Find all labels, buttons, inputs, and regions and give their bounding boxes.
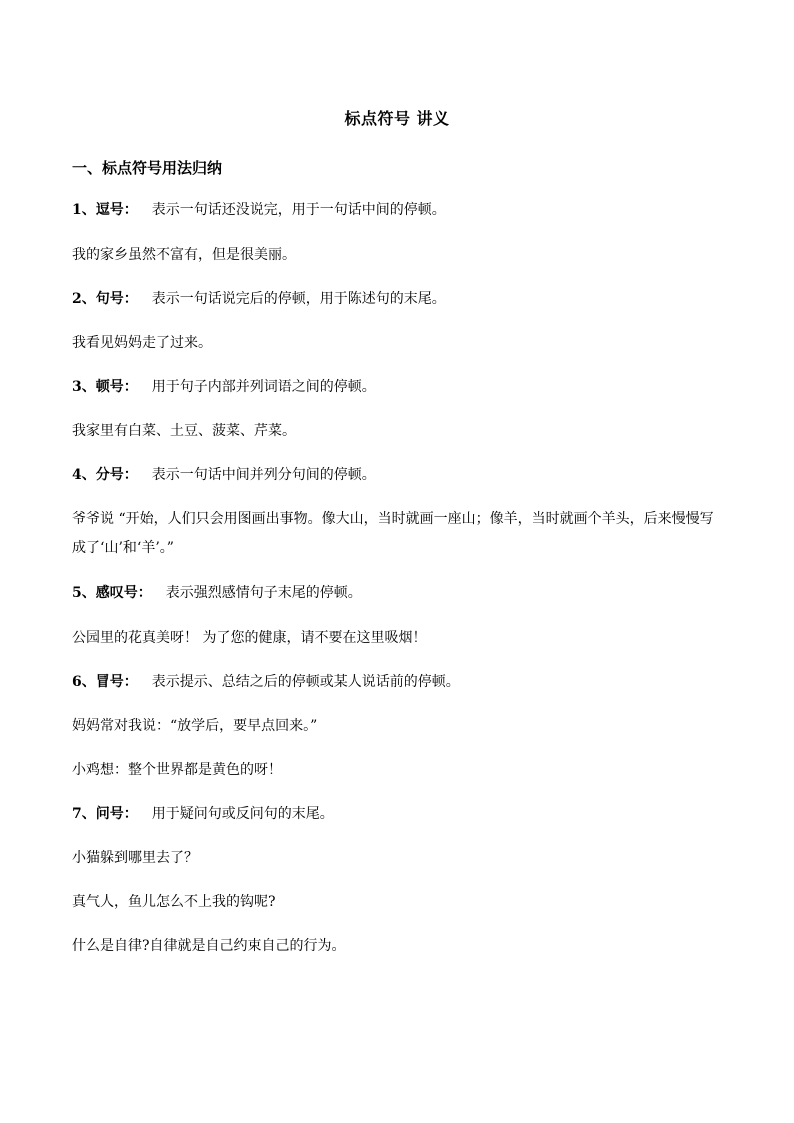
item-term: 1、逗号：: [72, 202, 138, 218]
item-definition: 用于句子内部并列词语之间的停顿。: [151, 379, 376, 395]
example-text: 公园里的花真美呀！ 为了您的健康，请不要在这里吸烟！: [72, 630, 427, 646]
item-term: 5、感叹号：: [72, 585, 152, 601]
item-term: 7、问号：: [72, 806, 138, 822]
example-text: 小猫躲到哪里去了？: [72, 850, 198, 866]
item-definition: 表示一句话说完后的停顿，用于陈述句的末尾。: [151, 291, 446, 307]
item-definition: 表示一句话中间并列分句间的停顿。: [151, 467, 376, 483]
item-term: 3、顿号：: [72, 379, 138, 395]
item-definition: 表示一句话还没说完，用于一句话中间的停顿。: [151, 202, 446, 218]
example-text: 妈妈常对我说：“放学后，要早点回来。”: [72, 718, 318, 734]
example-text: 我的家乡虽然不富有，但是很美丽。: [72, 247, 296, 263]
item-term: 2、句号：: [72, 291, 138, 307]
section-heading: 一、标点符号用法归纳: [72, 159, 223, 177]
item-7-heading: [72, 803, 732, 825]
item-2-heading: [72, 288, 732, 310]
example-text: 真气人，鱼儿怎么不上我的钩呢?: [72, 894, 276, 910]
example-text: 我家里有白菜、土豆、菠菜、芹菜。: [72, 423, 296, 439]
item-5-heading: [72, 582, 732, 604]
item-definition: 用于疑问句或反问句的末尾。: [151, 806, 334, 822]
example-text: 我看见妈妈走了过来。: [72, 335, 212, 351]
item-6-heading: [72, 671, 732, 693]
item-1-heading: [72, 199, 732, 221]
item-term: 4、分号：: [72, 467, 138, 483]
item-definition: 表示强烈感情句子末尾的停顿。: [165, 585, 362, 601]
document-title: 标点符号 讲义: [344, 109, 450, 128]
example-text: 爷爷说 “开始，人们只会用图画出事物。像大山，当时就画一座山；像羊，当时就画个羊头，后来慢慢写成了‘山’和‘羊’。”: [72, 511, 714, 556]
item-term: 6、冒号：: [72, 674, 138, 690]
item-definition: 表示提示、总结之后的停顿或某人说话前的停顿。: [151, 674, 460, 690]
example-text: 什么是自律?自律就是自己约束自己的行为。: [72, 938, 346, 954]
example-text: 小鸡想：整个世界都是黄色的呀！: [72, 762, 282, 778]
item-4-heading: [72, 464, 732, 486]
item-3-heading: [72, 376, 732, 398]
